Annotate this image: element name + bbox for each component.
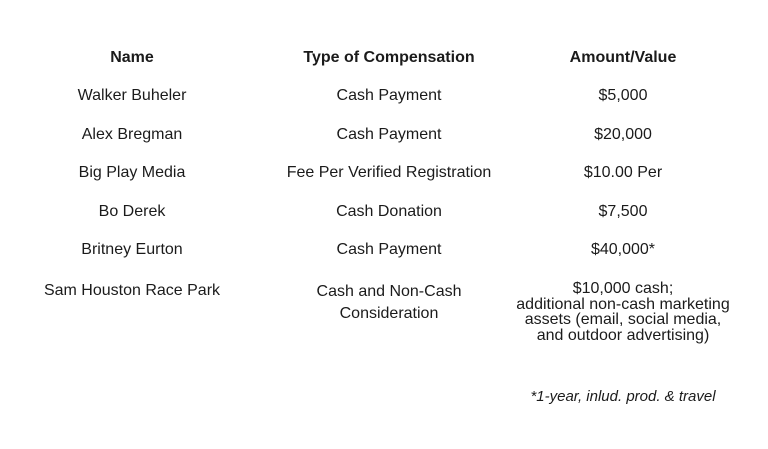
amount-cell: $40,000* (590, 241, 656, 259)
name-cell: Walker Buheler (77, 87, 187, 105)
column-header-amount-value: Amount/Value (569, 48, 677, 66)
name-cell: Sam Houston Race Park (43, 282, 221, 299)
compensation-cell: Cash Payment (336, 125, 442, 143)
compensation-cell: Cash Payment (336, 87, 442, 105)
name-cell: Bo Derek (98, 202, 166, 220)
amount-cell: $7,500 (598, 202, 648, 220)
amount-cell: $20,000 (594, 125, 652, 143)
column-header-name: Name (110, 48, 154, 66)
amount-cell: $10.00 Per (583, 164, 663, 182)
column-header-compensation-type: Type of Compensation (303, 48, 475, 66)
amount-cell: $5,000 (598, 87, 648, 105)
compensation-cell: Cash and Non-Cash Consideration (316, 283, 462, 322)
amount-cell: $10,000 cash; additional non-cash marketing assets (email, social media, and outdoor advertising) (516, 280, 730, 344)
compensation-cell: Cash Donation (336, 202, 442, 220)
name-cell: Big Play Media (78, 164, 186, 182)
compensation-cell: Cash Payment (336, 241, 442, 259)
name-cell: Britney Eurton (81, 241, 183, 259)
compensation-cell: Fee Per Verified Registration (286, 164, 492, 182)
footnote: *1-year, inlud. prod. & travel (530, 388, 716, 405)
name-cell: Alex Bregman (81, 125, 183, 143)
